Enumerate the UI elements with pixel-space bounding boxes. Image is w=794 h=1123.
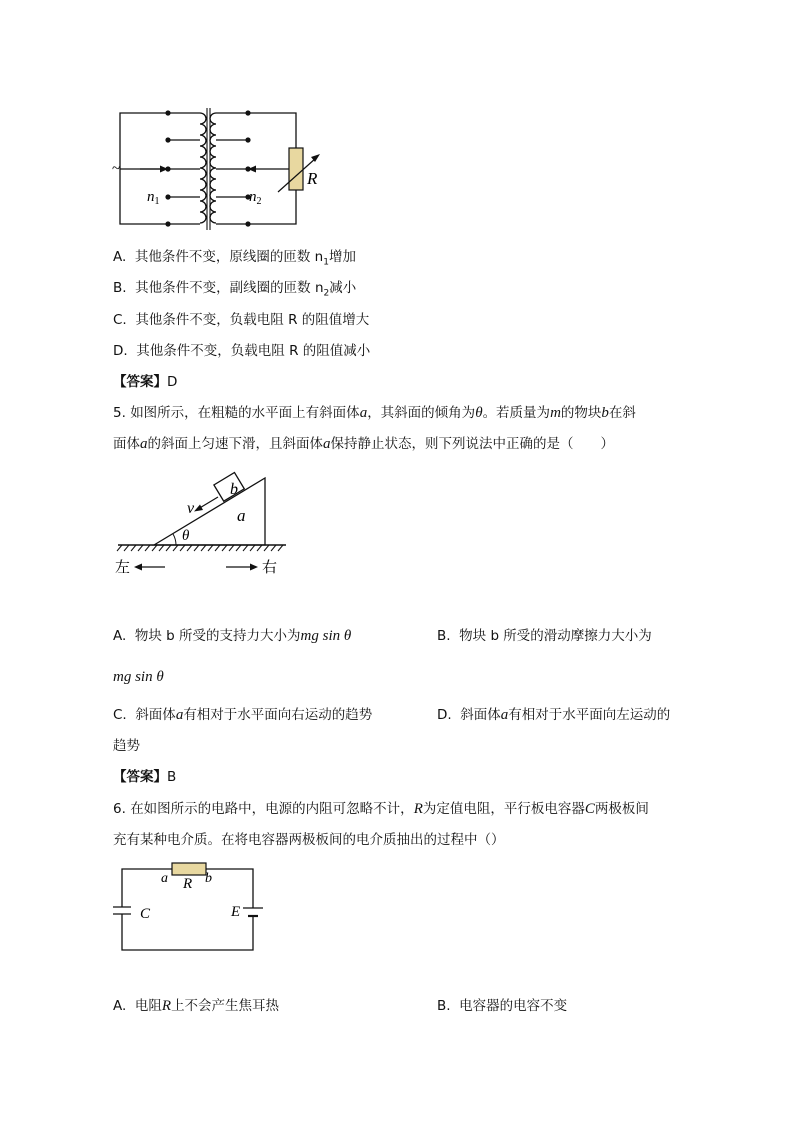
right-label: 右 bbox=[262, 560, 278, 576]
resistor-R-label: R bbox=[183, 876, 193, 892]
q5-option-b-formula: mg sin θ bbox=[113, 669, 164, 685]
resistor-R bbox=[172, 863, 206, 875]
q5-option-d[interactable]: D. 斜面体a有相对于水平面向左运动的 bbox=[437, 707, 671, 723]
q5-stem-line2: 面体a的斜面上匀速下滑，且斜面体a保持静止状态，则下列说法中正确的是（ ） bbox=[113, 436, 614, 452]
q6-stem-line2: 充有某种电介质。在将电容器两极板间的电介质抽出的过程中（） bbox=[113, 832, 505, 848]
velocity-label: v bbox=[187, 500, 195, 517]
n2-label: n bbox=[249, 189, 257, 205]
q4-option-d[interactable]: D. 其他条件不变，负载电阻 R 的阻值减小 bbox=[113, 343, 371, 359]
wedge-a-label: a bbox=[237, 506, 246, 525]
q5-stem-line1: 5. 如图所示，在粗糙的水平面上有斜面体a，其斜面的倾角为θ。若质量为m的物块b在斜 bbox=[113, 405, 636, 421]
transformer-circuit-figure bbox=[110, 100, 340, 235]
q6-option-b[interactable]: B. 电容器的电容不变 bbox=[437, 998, 568, 1014]
resistor-R-label: R bbox=[307, 169, 318, 188]
q5-answer: 【答案】B bbox=[113, 769, 177, 785]
q4-option-a[interactable]: A. 其他条件不变，原线圈的匝数 $n_1$增加 bbox=[113, 249, 356, 268]
q6-stem-line1: 6. 在如图所示的电路中，电源的内阻可忽略不计，R为定值电阻，平行板电容器C两极板间 bbox=[113, 801, 649, 817]
ac-source-label: ~ bbox=[112, 161, 121, 177]
battery-E-label: E bbox=[231, 904, 241, 920]
node-b-label: b bbox=[205, 871, 212, 886]
q5-option-c[interactable]: C. 斜面体a有相对于水平面向右运动的趋势 bbox=[113, 707, 373, 723]
q6-option-a[interactable]: A. 电阻R上不会产生焦耳热 bbox=[113, 998, 280, 1014]
variable-resistor bbox=[289, 148, 303, 190]
left-label: 左 bbox=[115, 560, 131, 576]
n1-label: n bbox=[147, 189, 155, 205]
svg-text:n1: $n_1$ bbox=[147, 189, 160, 207]
node-a-label: a bbox=[161, 871, 168, 886]
incline-figure bbox=[112, 465, 297, 580]
capacitor-C-label: C bbox=[140, 906, 151, 922]
q4-option-c[interactable]: C. 其他条件不变，负载电阻 R 的阻值增大 bbox=[113, 312, 370, 328]
q5-option-a[interactable]: A. 物块 b 所受的支持力大小为mg sin θ bbox=[113, 628, 352, 644]
q4-option-b[interactable]: B. 其他条件不变，副线圈的匝数 $n_2$减小 bbox=[113, 280, 357, 299]
q4-answer: 【答案】D bbox=[113, 374, 178, 390]
block-b-label: b bbox=[230, 481, 238, 498]
q5-option-b[interactable]: B. 物块 b 所受的滑动摩擦力大小为 bbox=[437, 628, 652, 644]
q5-option-d-wrap: 趋势 bbox=[113, 738, 140, 754]
theta-label: θ bbox=[182, 528, 190, 544]
svg-text:n2: $n_2$ bbox=[249, 189, 262, 207]
wedge-a bbox=[154, 478, 265, 545]
rc-circuit-figure bbox=[112, 858, 272, 958]
